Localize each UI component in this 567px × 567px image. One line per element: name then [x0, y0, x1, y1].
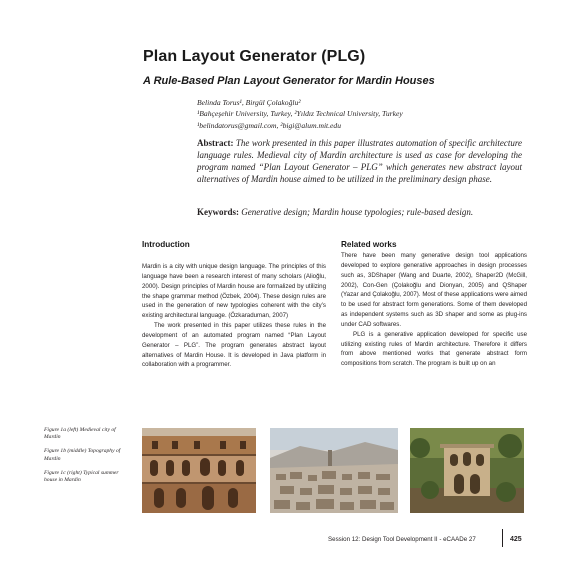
- related-works-paragraph: PLG is a generative application developed for specific use utilizing existing rules of Mardin architecture. Therefore it differs from above mentioned works that generate abstract form compositions from scratch. The program is built up on an: [341, 330, 527, 368]
- photo-summer-house-image: [410, 428, 524, 513]
- introduction-heading: Introduction: [142, 240, 190, 249]
- paper-title: Plan Layout Generator (PLG): [143, 48, 366, 65]
- author-affiliations: ¹Bahçeşehir University, Turkey, ²Yıldız Technical University, Turkey: [197, 109, 403, 119]
- introduction-body: [142, 262, 326, 370]
- figure-caption-1c: Figure 1c (right) Typical summer house in Mardin: [44, 469, 119, 484]
- abstract-label: Abstract:: [197, 138, 234, 148]
- footer-session: Session 12: Design Tool Development II - eCAADe 27: [328, 536, 476, 543]
- page-number: 425: [510, 536, 522, 543]
- photo-topography-mardin-image: [270, 428, 398, 513]
- introduction-paragraph: Mardin is a city with unique design language. The principles of this language have been a research interest of many scholars (Alioğlu, 2000). Design principles of Mardin house are formalized by utilizing the shape grammar method (Özbek, 2004). These design rules are used in the generation of new typologies coherent with the city’s existing architectural language. (Özkaraduman, 2007): [142, 263, 326, 320]
- figure-caption-1a: Figure 1a (left) Medieval city of Mardin: [44, 427, 116, 441]
- abstract: [197, 138, 522, 186]
- photo-medieval-mardin: [142, 428, 256, 513]
- related-works-paragraph: There have been many generative design tool applications developed to explore generative approaches in design processes such as, 3DShaper (Wang and Duarte, 2002), Shaper2D (McGill, 2002), Con-Gen (Çolakoğlu and Dionyan, 2005) and QShaper (Yazar and Çolakoğlu, 2007). Most of these applications were aimed to be used for abstract form generations. Some of them developed as independent systems such as 3D shaper and some as plug-ins under CAD softwares.: [341, 252, 527, 328]
- introduction-paragraph: The work presented in this paper utilizes these rules in the development of an automated program named “Plan Layout Generator – PLG”. The program generates abstract layout alternatives of Mardin House. It is developed in Java platform in collaboration with a programmer.: [142, 322, 326, 369]
- paper-subtitle: A Rule-Based Plan Layout Generator for Mardin Houses: [143, 75, 435, 87]
- related-works-heading: Related works: [341, 240, 397, 249]
- figure-captions: [44, 427, 132, 491]
- keywords-text: Generative design; Mardin house typologies; rule-based design.: [241, 207, 474, 217]
- author-names: Belinda Torus¹, Birgül Çolakoğlu²: [197, 98, 301, 107]
- photo-medieval-mardin-image: [142, 428, 256, 513]
- photo-topography-mardin: [270, 428, 398, 513]
- abstract-text: The work presented in this paper illustrates automation of specific architecture language rules. Medieval city of Mardin architecture is used as case for developing the program named “Plan Layout Generator – PLG” which generates new abstract layout alternatives of Mardin house aimed to be utilized in the preliminary design phase.: [197, 138, 523, 184]
- figure-caption-1b: Figure 1b (middle) Topography of Mardin: [44, 448, 121, 462]
- keywords-label: Keywords:: [197, 207, 239, 217]
- author-emails: ¹belindatorus@gmail.com, ²bigi@alum.mit.edu: [197, 120, 342, 130]
- keywords: [197, 206, 527, 218]
- footer-divider: [502, 529, 503, 547]
- photo-summer-house: [410, 428, 524, 513]
- authors-block: [197, 97, 527, 131]
- related-works-body: [341, 251, 527, 369]
